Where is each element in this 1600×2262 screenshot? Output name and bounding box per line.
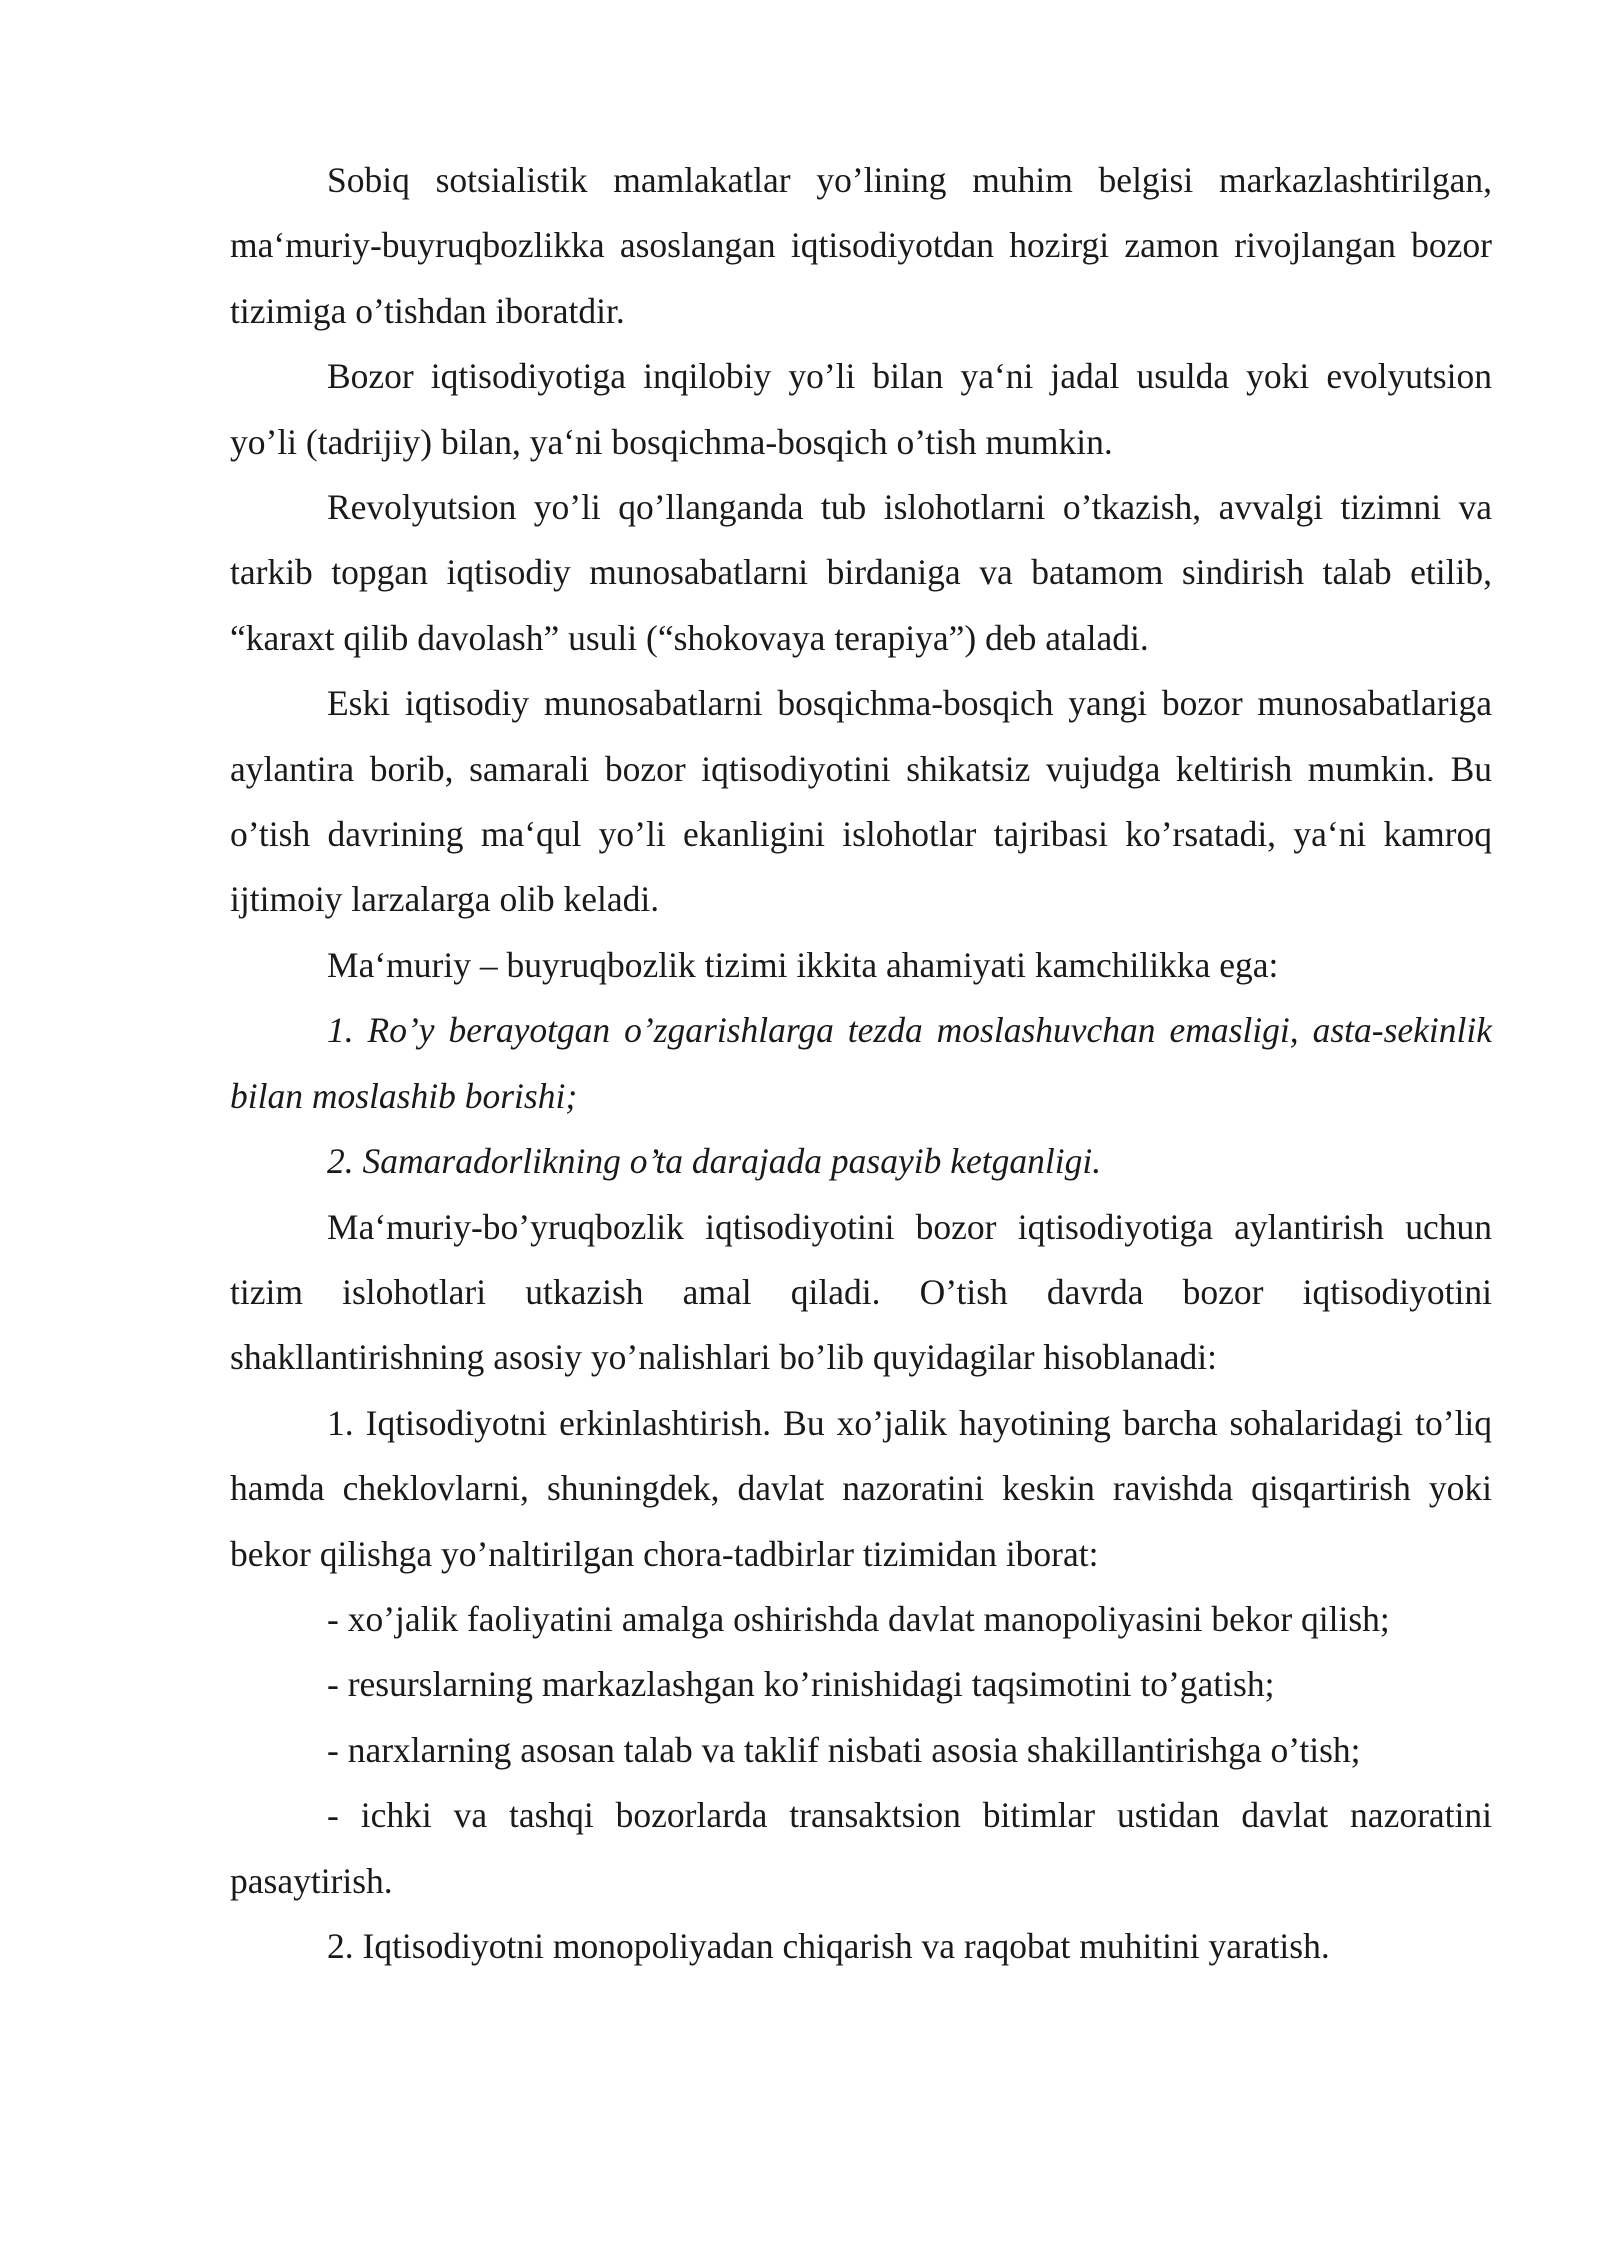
list-item-drawback-1: 1. Ro’y berayotgan o’zgarishlarga tezda moslashuvchan emasligi, asta-sekinlik bilan moslashib borishi;: [230, 1010, 1492, 1116]
list-item-reduce-control: - ichki va tashqi bozorlarda transaktsion bitimlar ustidan davlat nazoratini pasaytirish.: [230, 1795, 1492, 1901]
paragraph-transition-paths: Bozor iqtisodiyotiga inqilobiy yo’li bilan ya‘ni jadal usulda yoki evolyutsion yo’li (tadrijiy) bilan, ya‘ni bosqichma-bosqich o’tish mumkin.: [230, 356, 1492, 462]
list-item-price-formation: - narxlarning asosan talab va taklif nisbati asosia shakillantirishga o’tish;: [327, 1729, 1361, 1770]
paragraph-liberalization: 1. Iqtisodiyotni erkinlashtirish. Bu xo’jalik hayotining barcha sohalaridagi to’liq hamda cheklovlarni, shuningdek, davlat nazoratini keskin ravishda qisqartirish yoki bekor qilishga yo’naltirilgan chora-tadbirlar tizimidan iborat:: [230, 1402, 1492, 1574]
paragraph-demonopolization: 2. Iqtisodiyotni monopoliyadan chiqarish va raqobat muhitini yaratish.: [327, 1925, 1330, 1966]
list-item-resource-distribution: - resurslarning markazlashgan ko’rinishidagi taqsimotini to’gatish;: [327, 1664, 1275, 1705]
paragraph-evolutionary-path: Eski iqtisodiy munosabatlarni bosqichma-bosqich yangi bozor munosabatlariga aylantira borib, samarali bozor iqtisodiyotini shikatsiz vujudga keltirish mumkin. Bu o’tish davrining ma‘qul yo’li ekanligini islohotlar tajribasi ko’rsatadi, ya‘ni kamroq ijtimoiy larzalarga olib keladi.: [230, 683, 1492, 920]
paragraph-system-reforms: Ma‘muriy-bo’yruqbozlik iqtisodiyotini bozor iqtisodiyotiga aylantirish uchun tizim islohotlari utkazish amal qiladi. O’tish davrda bozor iqtisodiyotini shakllantirishning asosiy yo’nalishlari bo’lib quyidagilar hisoblanadi:: [230, 1206, 1492, 1378]
document-body: [230, 148, 1492, 1979]
paragraph-transition-intro: Sobiq sotsialistik mamlakatlar yo’lining muhim belgisi markazlashtirilgan, ma‘muriy-buyruqbozlikka asoslangan iqtisodiyotdan hozirgi zamon rivojlangan bozor tizimiga o’tishdan iboratdir.: [230, 160, 1492, 331]
list-item-abolish-monopoly: - xo’jalik faoliyatini amalga oshirishda davlat manopoliyasini bekor qilish;: [327, 1598, 1390, 1639]
paragraph-command-system-drawbacks: Ma‘muriy – buyruqbozlik tizimi ikkita ahamiyati kamchilikka ega:: [327, 944, 1279, 985]
list-item-drawback-2: 2. Samaradorlikning o’ta darajada pasayib ketganligi.: [327, 1141, 1102, 1182]
paragraph-revolutionary-path: Revolyutsion yo’li qo’llanganda tub islohotlarni o’tkazish, avvalgi tizimni va tarkib topgan iqtisodiy munosabatlarni birdaniga va batamom sindirish talab etilib, “karaxt qilib davolash” usuli (“shokovaya terapiya”) deb ataladi.: [230, 487, 1492, 658]
